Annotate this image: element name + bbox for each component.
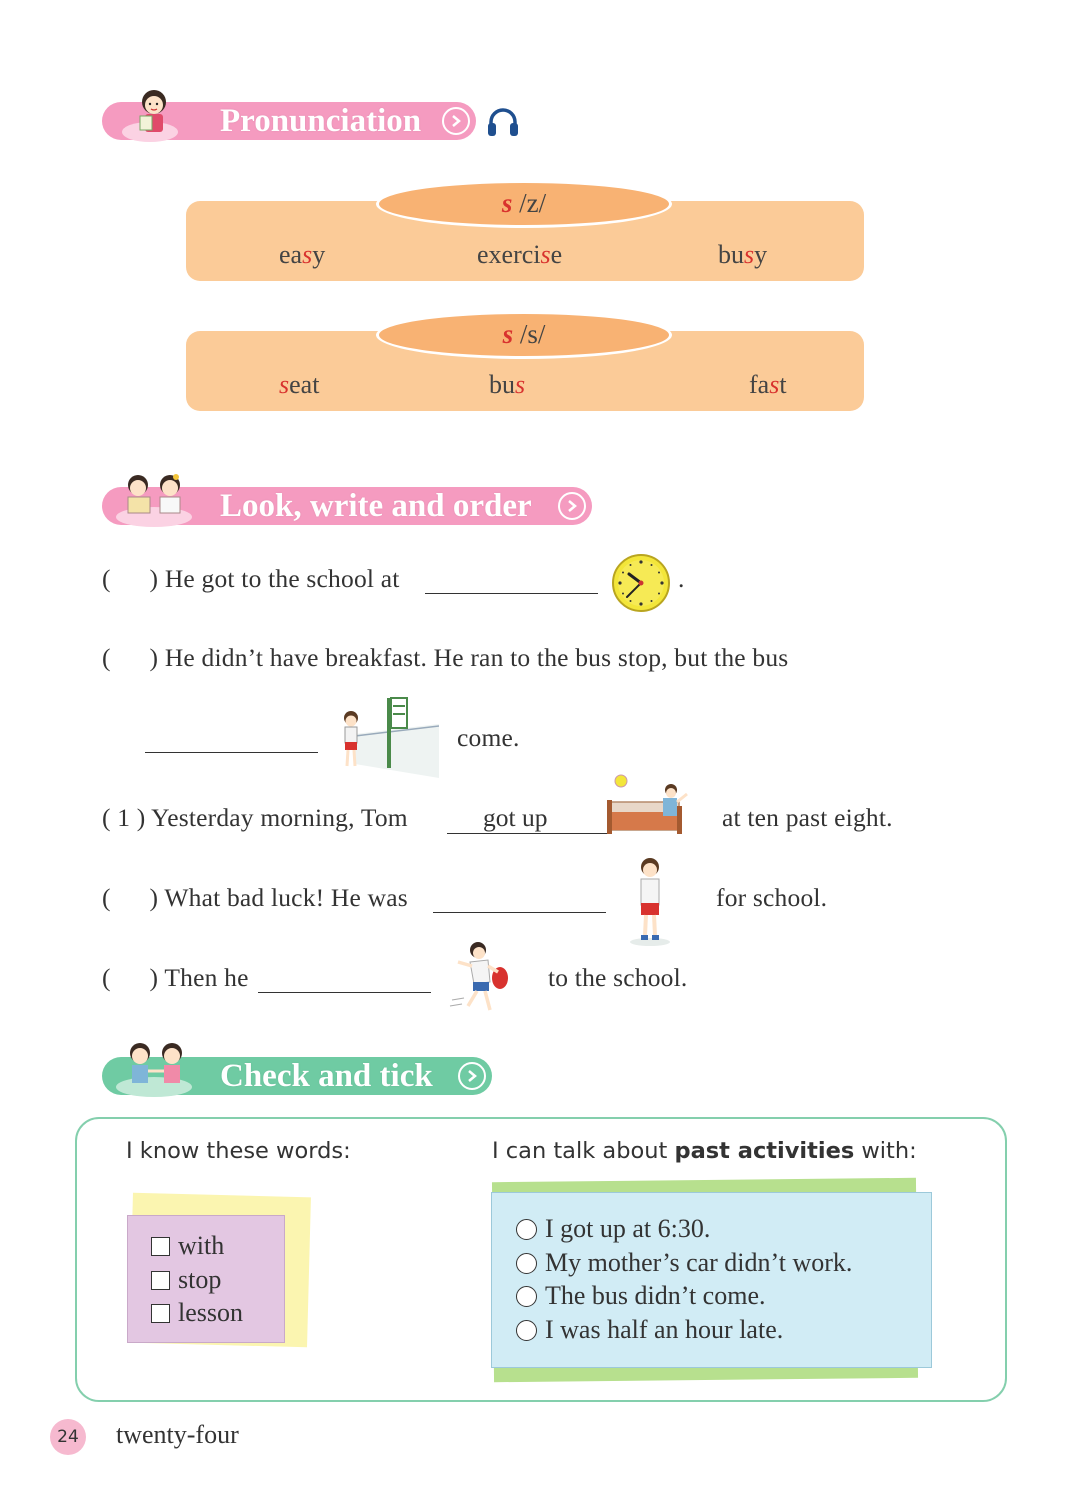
checkbox-label: with [178, 1231, 225, 1260]
kids-waving-icon [114, 1041, 194, 1097]
sentence-radio-item[interactable] [516, 1281, 765, 1311]
sentence-radio-item[interactable] [516, 1248, 852, 1278]
word-fast: fast [749, 370, 787, 399]
order-sentence: He got to the school at [164, 564, 400, 593]
order-item-end: for school. [716, 883, 828, 912]
check-title: Check and tick [220, 1057, 433, 1094]
order-item-end: . [678, 564, 685, 593]
order-item-end: to the school. [548, 963, 688, 992]
boy-running-picture [448, 940, 518, 1020]
answer-blank[interactable] [258, 991, 431, 993]
order-item [102, 803, 408, 833]
sentence-radio-item[interactable] [516, 1214, 710, 1244]
sentence-radio-item[interactable] [516, 1315, 783, 1345]
radio-label: The bus didn’t come. [545, 1281, 766, 1310]
order-number: ( ) [102, 883, 159, 912]
page-word: twenty-four [116, 1420, 239, 1449]
order-number: ( ) [102, 643, 159, 672]
girl-reading-icon [120, 86, 180, 142]
radio-circle[interactable] [516, 1253, 537, 1274]
answer-blank[interactable] [433, 911, 606, 913]
order-item [102, 883, 408, 913]
boy-getting-up-picture [605, 772, 701, 836]
order-title: Look, write and order [220, 487, 532, 524]
radio-label: My mother’s car didn’t work. [545, 1248, 853, 1277]
boy-standing-picture [625, 855, 675, 947]
word-checkbox-item[interactable] [151, 1231, 224, 1261]
word-busy: busy [718, 240, 768, 269]
radio-label: I was half an hour late. [545, 1315, 784, 1344]
order-item-end: at ten past eight. [722, 803, 893, 832]
word-checkbox-item[interactable] [151, 1265, 221, 1295]
word-easy: easy [279, 240, 326, 269]
sound-z-label: s /z/ [376, 180, 672, 228]
order-sentence: What bad luck! He was [164, 883, 408, 912]
checkbox[interactable] [151, 1237, 170, 1256]
word-exercise: exercise [477, 240, 563, 269]
chevron-right-icon [442, 107, 470, 135]
check-banner [102, 1057, 492, 1095]
answer-blank[interactable] [145, 751, 318, 753]
order-item [102, 963, 249, 993]
order-item [102, 643, 788, 673]
order-number: ( 1 ) [102, 803, 146, 832]
radio-circle[interactable] [516, 1219, 537, 1240]
headphones-icon[interactable] [486, 106, 520, 138]
checkbox[interactable] [151, 1304, 170, 1323]
page-number: 24 [57, 1427, 79, 1447]
kids-writing-icon [114, 471, 194, 527]
talk-heading: I can talk about past activities with: [492, 1138, 917, 1164]
answer-blank[interactable] [425, 592, 598, 594]
order-sentence: Yesterday morning, Tom [151, 803, 408, 832]
word-checkbox-item[interactable] [151, 1298, 243, 1328]
checkbox-label: lesson [178, 1298, 243, 1327]
word-seat: seat [279, 370, 320, 399]
chevron-right-icon [458, 1062, 486, 1090]
clock-icon [611, 553, 671, 613]
sound-s-label: s /s/ [376, 311, 672, 359]
order-banner [102, 487, 592, 525]
radio-circle[interactable] [516, 1320, 537, 1341]
radio-label: I got up at 6:30. [545, 1214, 711, 1243]
checkbox[interactable] [151, 1271, 170, 1290]
pronunciation-banner [102, 102, 476, 140]
bus-stop-picture [335, 694, 439, 778]
order-item [102, 564, 400, 594]
words-heading: I know these words: [126, 1138, 351, 1164]
page-number-badge [50, 1419, 86, 1455]
answer-text: got up [483, 803, 548, 832]
pronunciation-title: Pronunciation [220, 102, 422, 139]
chevron-right-icon [558, 492, 586, 520]
order-sentence: Then he [164, 963, 249, 992]
radio-circle[interactable] [516, 1286, 537, 1307]
order-item-end: come. [457, 723, 520, 752]
checkbox-label: stop [178, 1265, 222, 1294]
order-number: ( ) [102, 564, 159, 593]
order-number: ( ) [102, 963, 159, 992]
order-sentence: He didn’t have breakfast. He ran to the bus stop, but the bus [164, 643, 789, 672]
word-bus: bus [489, 370, 526, 399]
